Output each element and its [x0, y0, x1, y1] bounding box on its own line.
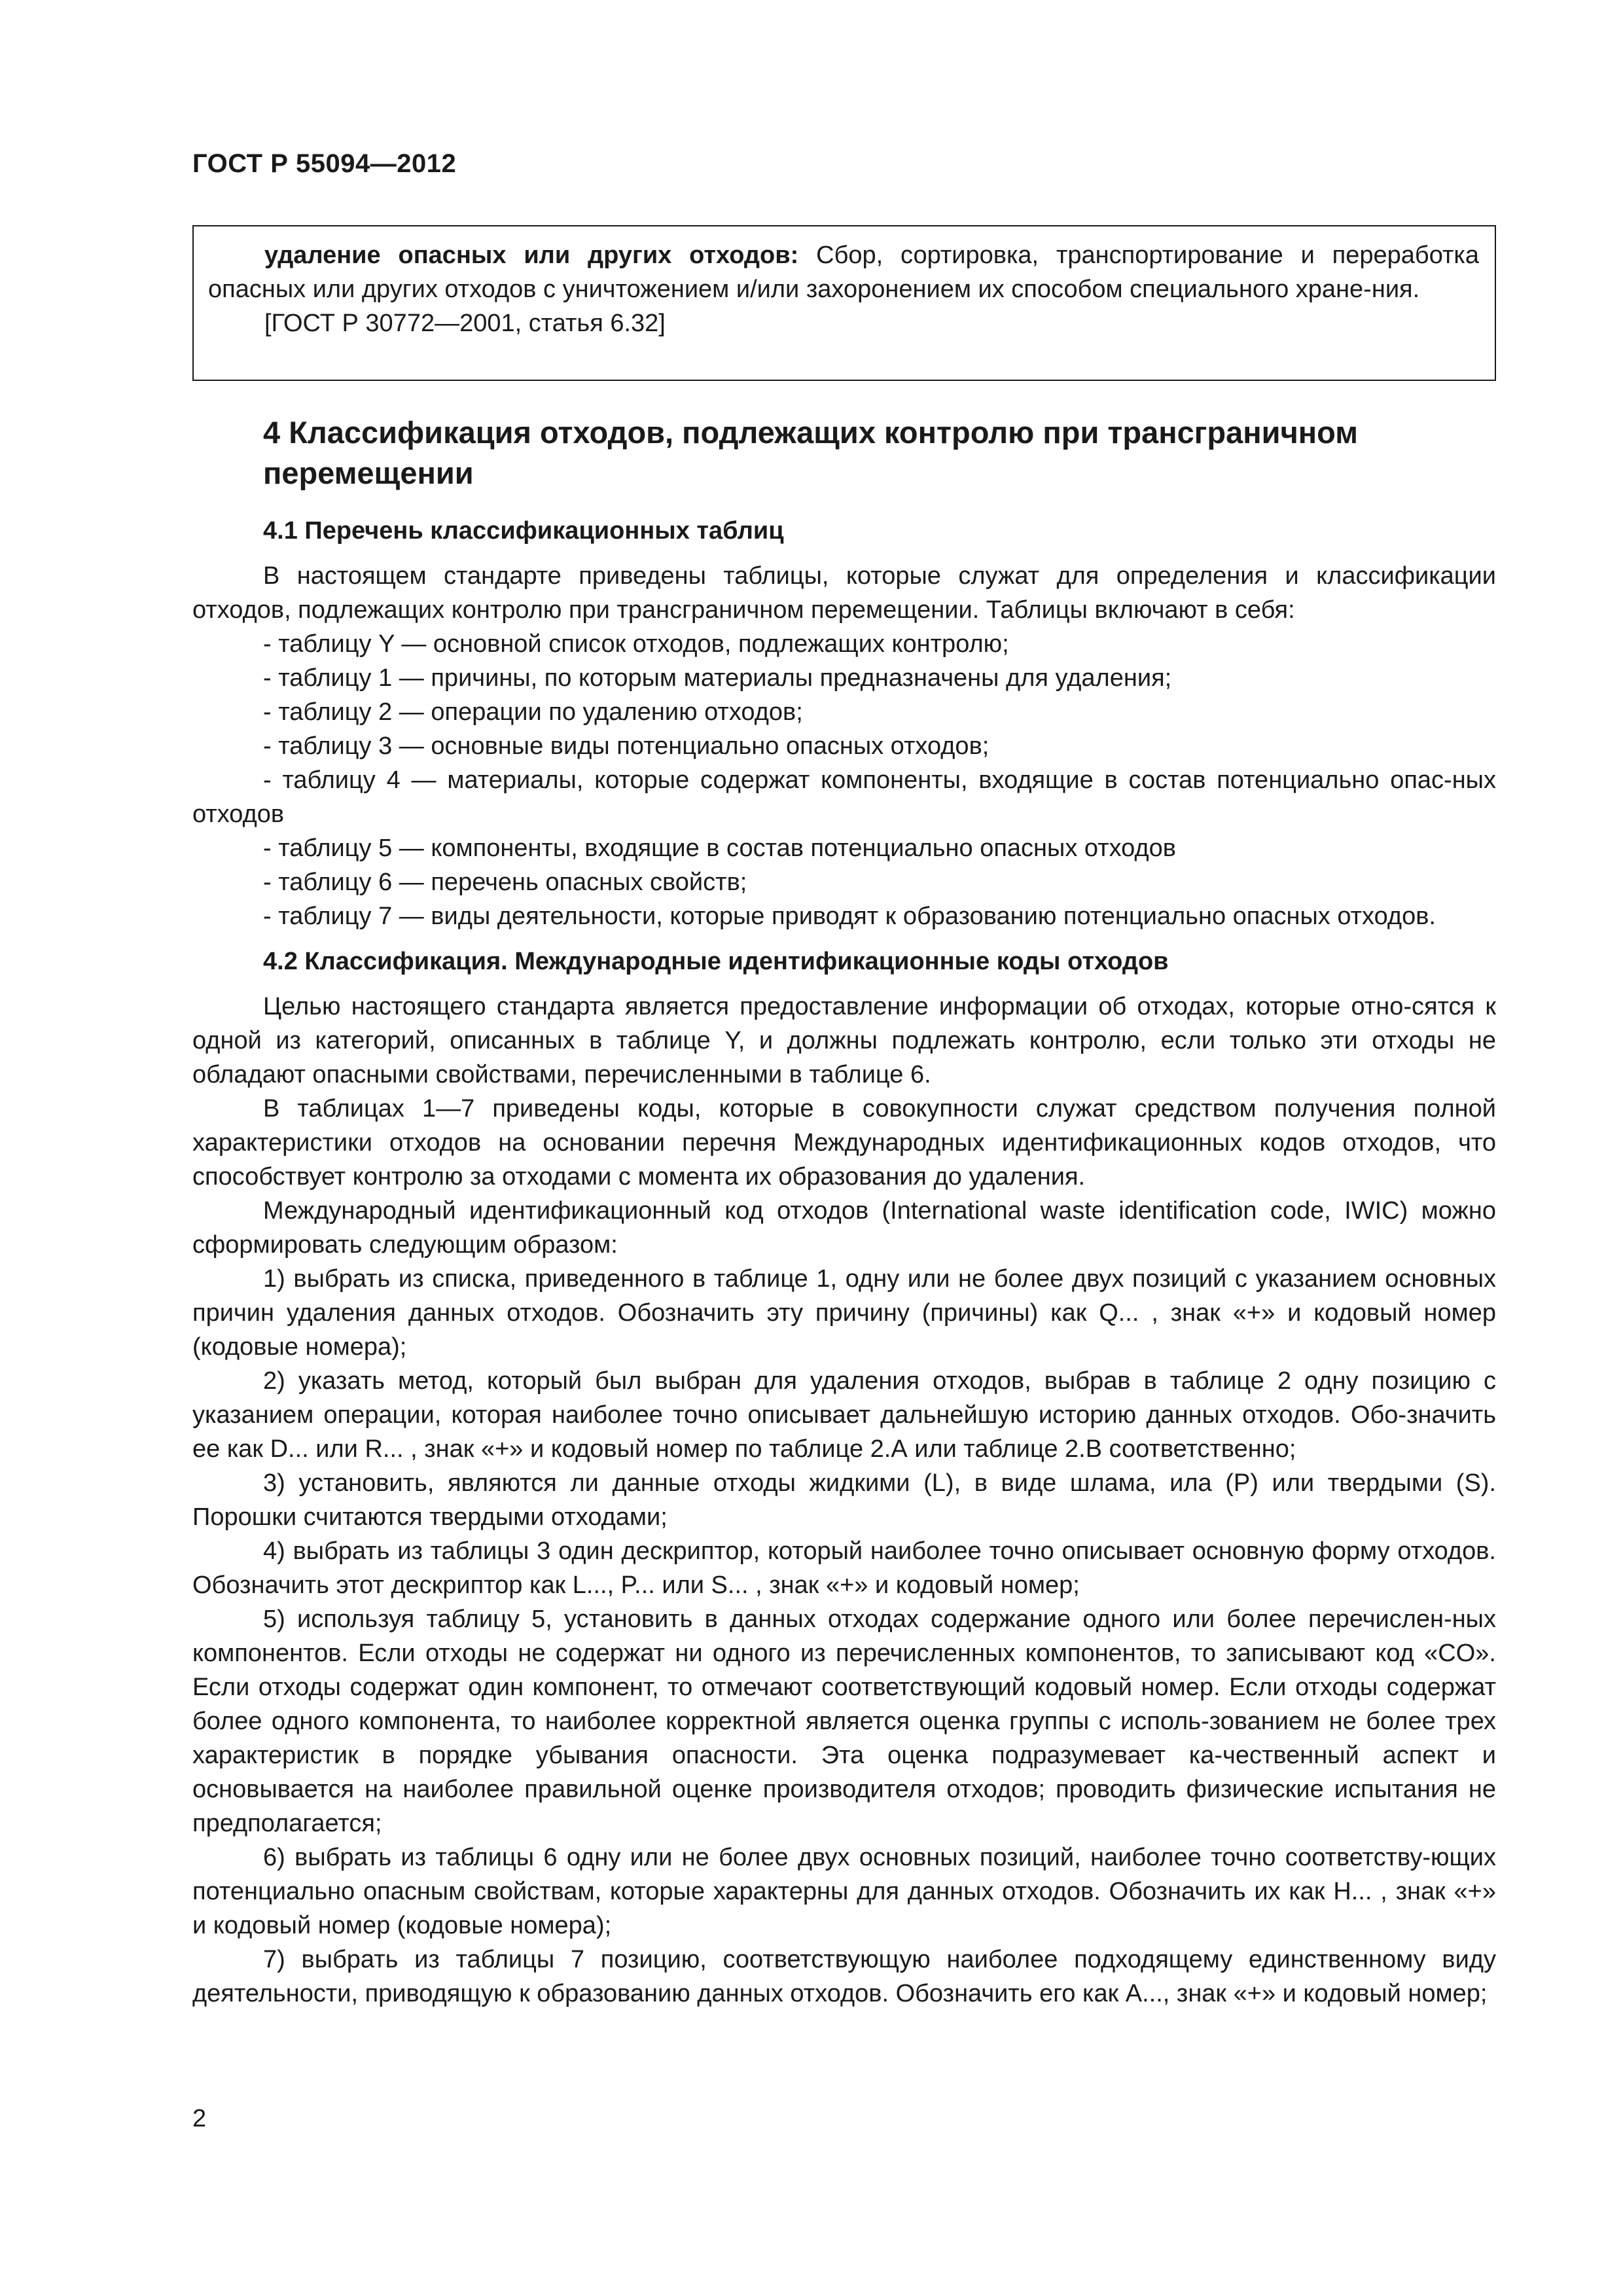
definition-text	[208, 238, 1479, 306]
definition-body: Сбор, сортировка, транспортирование и переработка опасных или других отходов с уничтожением и/или захоронением их способом специального хране-ния.	[208, 242, 1479, 303]
paragraph: 1) выбрать из списка, приведенного в таблице 1, одну или не более двух позиций с указанием основных причин удаления данных отходов. Обозначить эту причину (причины) как Q... , знак «+» и кодовый номер (кодовые номера);	[192, 1265, 1496, 1361]
list-item: - таблицу 2 — операции по удалению отходов;	[263, 698, 803, 726]
paragraph: 3) установить, являются ли данные отходы жидкими (L), в виде шлама, ила (Р) или твердыми (S). Порошки считаются твердыми отходами;	[192, 1469, 1496, 1531]
definition-box	[192, 225, 1496, 381]
paragraph: Целью настоящего стандарта является предоставление информации об отходах, которые отно-сятся к одной из категорий, описанных в таблице Y, и должны подлежать контролю, если только эти отходы не обладают опасными свойствами, перечисленными в таблице 6.	[192, 993, 1496, 1088]
section-4-1-title: 4.1 Перечень классификационных таблиц	[263, 517, 784, 545]
paragraph: 6) выбрать из таблицы 6 одну или не более двух основных позиций, наиболее точно соответству-ющих потенциально опасным свойствам, которые характерны для данных отходов. Обозначить их как H... , знак «+» и кодовый номер (кодовые номера);	[192, 1844, 1496, 1939]
section-4-1-intro: В настоящем стандарте приведены таблицы, которые служат для определения и классификации отходов, подлежащих контролю при трансграничном перемещении. Таблицы включают в себя:	[192, 562, 1496, 624]
paragraph: 7) выбрать из таблицы 7 позицию, соответствующую наиболее подходящему единственному виду деятельности, приводящую к образованию данных отходов. Обозначить его как А..., знак «+» и кодовый номер;	[192, 1946, 1496, 2007]
page-number: 2	[192, 2105, 207, 2132]
paragraph: 2) указать метод, который был выбран для удаления отходов, выбрав в таблице 2 одну позицию с указанием операции, которая наиболее точно описывает дальнейшую историю данных отходов. Обо-значить ее как D... или R... , знак «+» и кодовый номер по таблице 2.А или таблице 2.В соответственно;	[192, 1367, 1496, 1463]
list-item: - таблицу Y — основной список отходов, подлежащих контролю;	[263, 630, 1009, 658]
definition-reference: [ГОСТ Р 30772—2001, статья 6.32]	[264, 310, 666, 337]
paragraph: 5) используя таблицу 5, установить в данных отходах содержание одного или более перечислен-ных компонентов. Если отходы не содержат ни одного из перечисленных компонентов, то записывают код «CO». Если отходы содержат один компонент, то отмечают соответствующий кодовый номер. Если отходы содержат более одного компонента, то наиболее корректной является оценка группы с исполь-зованием не более трех характеристик в порядке убывания опасности. Эта оценка подразумевает ка-чественный аспект и основывается на наиболее правильной оценке производителя отходов; проводить физические испытания не предполагается;	[192, 1605, 1496, 1837]
list-item: - таблицу 5 — компоненты, входящие в состав потенциально опасных отходов	[263, 834, 1176, 862]
list-item: - таблицу 3 — основные виды потенциально опасных отходов;	[263, 732, 990, 760]
paragraph: Международный идентификационный код отходов (International waste identification code, IWIC) можно сформировать следующим образом:	[192, 1197, 1496, 1259]
section-4-2-title: 4.2 Классификация. Международные идентификационные коды отходов	[263, 948, 1169, 975]
list-item: - таблицу 4 — материалы, которые содержат компоненты, входящие в состав потенциально опас-ных отходов	[192, 766, 1496, 828]
section-4-title: 4 Классификация отходов, подлежащих контролю при трансграничном перемещении	[263, 415, 1359, 490]
paragraph: 4) выбрать из таблицы 3 один дескриптор, который наиболее точно описывает основную форму отходов. Обозначить этот дескриптор как L..., P... или S... , знак «+» и кодовый номер;	[192, 1537, 1496, 1599]
document-header: ГОСТ Р 55094—2012	[192, 149, 457, 178]
document-page	[192, 0, 1501, 2296]
paragraph: В таблицах 1—7 приведены коды, которые в совокупности служат средством получения полной характеристики отходов на основании перечня Международных идентификационных кодов отходов, что способствует контролю за отходами с момента их образования до удаления.	[192, 1095, 1496, 1191]
definition-term: удаление опасных или других отходов:	[264, 242, 799, 269]
list-item: - таблицу 6 — перечень опасных свойств;	[263, 869, 747, 896]
list-item: - таблицу 1 — причины, по которым материалы предназначены для удаления;	[263, 664, 1172, 692]
list-item: - таблицу 7 — виды деятельности, которые приводят к образованию потенциально опасных отходов.	[263, 903, 1436, 930]
main-content	[192, 412, 1496, 2011]
